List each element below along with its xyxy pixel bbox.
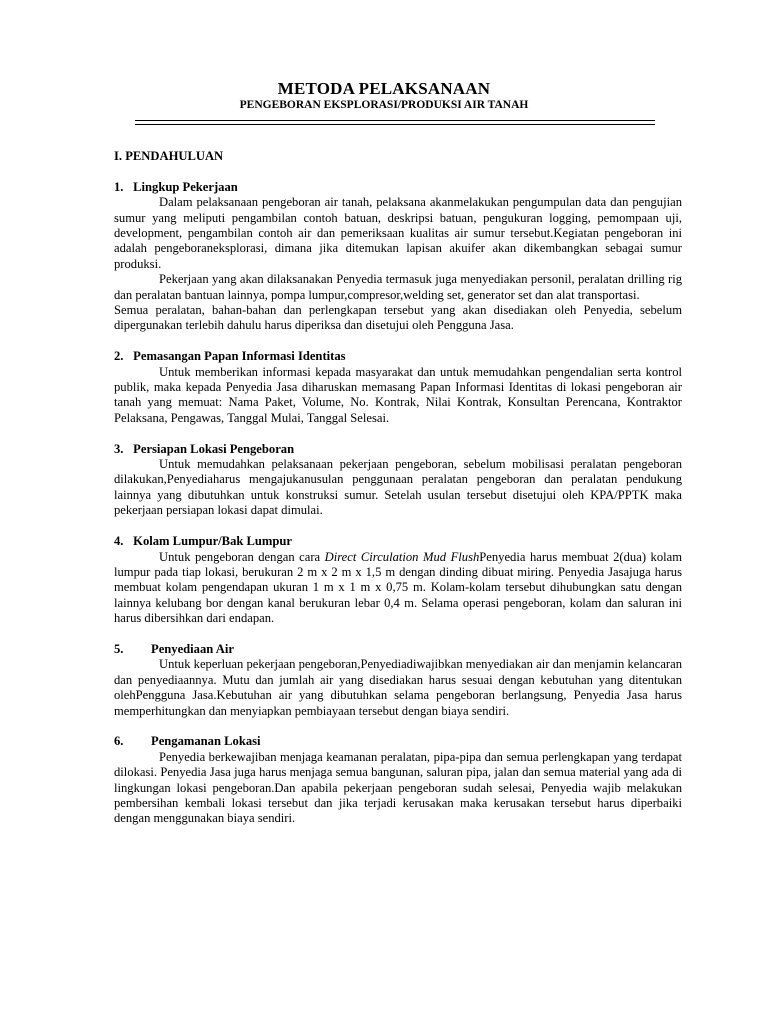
section-number: 2. <box>114 349 124 364</box>
section-number: 3. <box>114 441 124 456</box>
section-heading-4 <box>114 534 682 549</box>
section-number: 5. <box>114 641 124 656</box>
section-4-italic-term: Direct Circulation Mud Flush <box>324 549 480 564</box>
section-4-text-end: Penyedia harus membuat 2(dua) kolam lumpur pada tiap lokasi, berukuran 2 m x 2 m x 1,5 m dengan dinding dibuat miring. Penyedia Jasajuga harus membuat kolam pengendapan ukuran 1 m x 1 m x 0,75 m. Kolam-kolam tersebut dihubungkan satu dengan lainnya kelubang bor dengan kanal berukuran lebar 0,4 m. Selama operasi pengeboran, kolam dan saluran ini harus dibersihkan dari endapan. <box>114 549 683 626</box>
document-body <box>114 149 682 827</box>
section-heading-2 <box>114 349 682 364</box>
title-rule-top <box>135 120 655 121</box>
section-heading-1 <box>114 180 682 195</box>
section-number: 1. <box>114 179 124 194</box>
document-subtitle: PENGEBORAN EKSPLORASI/PRODUKSI AIR TANAH <box>239 99 529 111</box>
section-title: Kolam Lumpur/Bak Lumpur <box>133 534 293 549</box>
intro-heading: I. PENDAHULUAN <box>114 149 224 163</box>
section-6-paragraph-1: Penyedia berkewajiban menjaga keamanan peralatan, pipa-pipa dan semua perlengkapan yang terdapat dilokasi. Penyedia Jasa juga harus menjaga semua bangunan, saluran pipa, jalan dan semua material yang ada di lingkungan lokasi pengeboran.Dan apabila pekerjaan pengeboran sudah selesai, Penyedia wajib melakukan pembersihan kembali lokasi tersebut dan jika terjadi kerusakan maka kerusakan tersebut harus diperbaiki dengan menggunakan biaya sendiri. <box>114 749 682 826</box>
section-2-paragraph-1: Untuk memberikan informasi kepada masyarakat dan untuk memudahkan pengendalian serta kontrol publik, maka kepada Penyedia Jasa diharuskan memasang Papan Informasi Identitas di lokasi pengeboran air tanah yang memuat: Nama Paket, Volume, No. Kontrak, Nilai Kontrak, Konsultan Perencana, Kontraktor Pelaksana, Pengawas, Tanggal Mulai, Tanggal Selesai. <box>114 364 682 425</box>
section-1-paragraph-1: Dalam pelaksanaan pengeboran air tanah, pelaksana akanmelakukan pengumpulan data dan pengujian sumur yang meliputi pengambilan contoh batuan, deskripsi batuan, pengukuran logging, pemompaan uji, development, pengambilan contoh air dan pemeriksaan kualitas air sumur tersebut.Kegiatan pengeboran ini adalah pengeboraneksplorasi, dimana jika ditemukan lapisan akuifer akan dikembangkan sebagai sumur produksi. <box>114 195 682 271</box>
section-number: 4. <box>114 534 124 549</box>
section-title: Lingkup Pekerjaan <box>133 179 238 194</box>
section-5-paragraph-1: Untuk keperluan pekerjaan pengeboran,Penyediadiwajibkan menyediakan air dan menjamin kelancaran dan penyediaannya. Mutu dan jumlah air yang disediakan harus sesuai dengan kebutuhan yang ditentukan olehPengguna Jasa.Kebutuhan air yang dibutuhkan selama pengeboran berlangsung, Penyedia Jasa harus memperhitungkan dan menyiapkan pembiayaan tersebut dengan biaya sendiri. <box>114 657 682 718</box>
section-4-paragraph-1 <box>114 550 682 627</box>
section-title: Penyediaan Air <box>151 641 234 656</box>
section-1-paragraph-3: Semua peralatan, bahan-bahan dan perlengkapan tersebut yang akan disediakan oleh Penyedia, sebelum dipergunakan terlebih dahulu harus diperiksa dan disetujui oleh Pengguna Jasa. <box>114 303 682 333</box>
section-heading-5 <box>114 642 682 657</box>
section-title: Persiapan Lokasi Pengeboran <box>133 441 295 456</box>
section-heading-6 <box>114 734 682 749</box>
section-4-text-start: Untuk pengeboran dengan cara <box>159 549 325 564</box>
section-title: Pengamanan Lokasi <box>151 734 261 749</box>
section-title: Pemasangan Papan Informasi Identitas <box>133 349 346 364</box>
section-3-paragraph-1: Untuk memudahkan pelaksanaan pekerjaan pengeboran, sebelum mobilisasi peralatan pengeboran dilakukan,Penyediaharus mengajukanusulan penggunaan peralatan pengeboran dan peralatan pendukung lainnya yang dibutuhkan untuk konstruksi sumur. Setelah usulan tersebut disetujui oleh KPA/PPTK maka pekerjaan persiapan lokasi dapat dimulai. <box>114 457 682 518</box>
document-title: METODA PELAKSANAAN <box>277 79 491 98</box>
section-1-paragraph-2: Pekerjaan yang akan dilaksanakan Penyedia termasuk juga menyediakan personil, peralatan drilling rig dan peralatan bantuan lainnya, pompa lumpur,compresor,welding set, generator set dan alat transportasi. <box>114 272 682 302</box>
section-heading-3 <box>114 442 682 457</box>
section-number: 6. <box>114 734 124 749</box>
title-rule-bottom <box>135 124 655 125</box>
